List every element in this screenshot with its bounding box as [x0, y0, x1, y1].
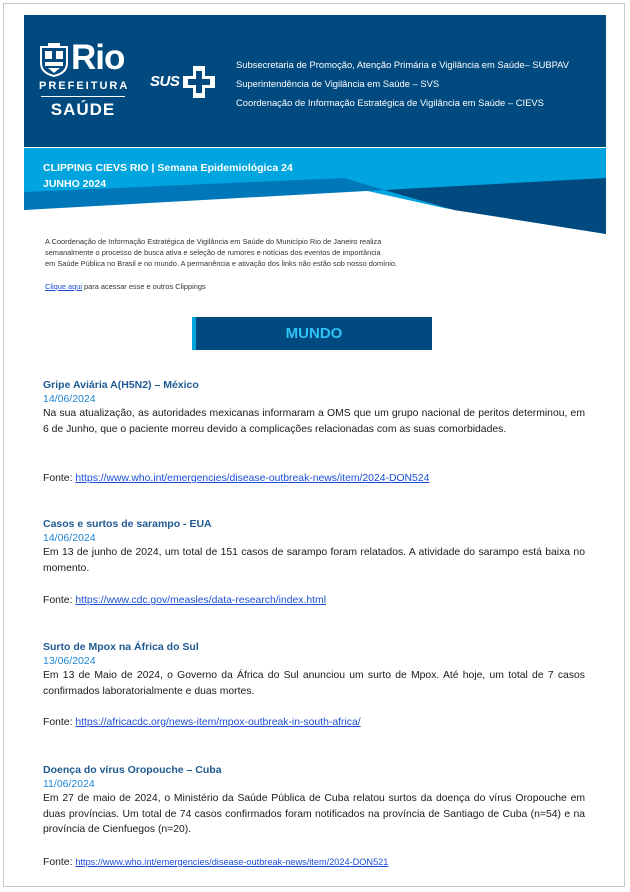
news-date: 11/06/2024	[43, 778, 95, 790]
news-source	[43, 472, 429, 486]
news-item	[43, 763, 585, 868]
clique-aqui-link[interactable]: Clique aqui	[45, 282, 82, 291]
org-line-svs: Superintendência de Vigilância em Saúde – SVS	[236, 78, 440, 89]
sus-cross-icon	[182, 65, 216, 99]
clippings-link-line	[45, 282, 206, 291]
header-banner	[24, 15, 606, 147]
news-date: 13/06/2024	[43, 655, 96, 667]
sus-logo-text: SUS	[150, 73, 180, 90]
source-label: Fonte:	[43, 473, 76, 484]
source-label: Fonte:	[43, 717, 76, 728]
intro-paragraph	[45, 236, 475, 270]
news-body: Em 27 de maio de 2024, o Ministério da Saúde Pública de Cuba relatou surtos da doença do vírus Oropouche em duas províncias. Um total de 74 casos confirmados foram notificados na província de Santiago de Cuba (n=54) e na província de Cienfuegos (n=20).	[43, 793, 585, 835]
org-line-cievs: Coordenação de Informação Estratégica de Vigilância em Saúde – CIEVS	[236, 97, 544, 108]
news-body: Em 13 de Maio de 2024, o Governo da África do Sul anunciou um surto de Mpox. Até hoje, um total de 7 casos confirmados laboratorialmente e duas mortes.	[43, 670, 585, 697]
news-source	[43, 855, 388, 870]
news-title: Doença do vírus Oropouche – Cuba	[43, 764, 222, 776]
prefeitura-rio-saude-logo	[37, 38, 130, 133]
source-link[interactable]: https://www.cdc.gov/measles/data-research/index.html	[75, 595, 326, 606]
logo-divider	[41, 96, 125, 97]
city-crest-icon	[39, 43, 69, 77]
clipping-title: CLIPPING CIEVS RIO | Semana Epidemiológica 24	[43, 162, 293, 174]
news-date: 14/06/2024	[43, 393, 96, 405]
news-body: Em 13 de junho de 2024, um total de 151 casos de sarampo foram relatados. A atividade do sarampo está baixa no momento.	[43, 547, 585, 574]
org-line-subpav: Subsecretaria de Promoção, Atenção Primária e Vigilância em Saúde– SUBPAV	[236, 59, 569, 70]
news-source	[43, 594, 326, 608]
news-source	[43, 716, 361, 730]
source-link[interactable]: https://www.who.int/emergencies/disease-outbreak-news/item/2024-DON521	[75, 857, 389, 867]
logo-saude-text: SAÚDE	[50, 100, 116, 119]
intro-line: semanalmente o processo de busca ativa e seleção de rumores e notícias dos eventos de importância	[45, 248, 381, 258]
source-link[interactable]: https://africacdc.org/news-item/mpox-outbreak-in-south-africa/	[75, 717, 361, 728]
news-title: Surto de Mpox na África do Sul	[43, 641, 199, 653]
logo-prefeitura-text: PREFEITURA	[39, 80, 130, 92]
news-title: Casos e surtos de sarampo - EUA	[43, 518, 212, 530]
source-link[interactable]: https://www.who.int/emergencies/disease-outbreak-news/item/2024-DON524	[75, 473, 430, 484]
clipping-month: JUNHO 2024	[43, 178, 107, 190]
clipping-banner-shape	[24, 148, 606, 234]
news-item	[43, 640, 585, 728]
news-date: 14/06/2024	[43, 532, 96, 544]
news-item	[43, 378, 585, 484]
source-label: Fonte:	[43, 857, 76, 868]
news-title: Gripe Aviária A(H5N2) – México	[43, 379, 199, 391]
section-mundo-header: MUNDO	[192, 317, 432, 350]
clippings-link-suffix: para acessar esse e outros Clippings	[81, 282, 206, 291]
intro-line: A Coordenação de Informação Estratégica de Vigilância em Saúde do Município Rio de Janeiro realiza	[45, 237, 382, 246]
intro-line: em Saúde Pública no Brasil e no mundo. A permanência e ativação dos links não estão sob nosso domínio.	[45, 259, 398, 269]
organization-lines	[236, 55, 569, 112]
news-body: Na sua atualização, as autoridades mexicanas informaram a OMS que um grupo nacional de peritos determinou, em 6 de Junho, que o paciente morreu devido a complicações relacionadas com as suas comorbidades.	[43, 408, 585, 435]
source-label: Fonte:	[43, 595, 76, 606]
news-item	[43, 517, 585, 606]
logo-rio-text: Rio	[71, 38, 125, 77]
